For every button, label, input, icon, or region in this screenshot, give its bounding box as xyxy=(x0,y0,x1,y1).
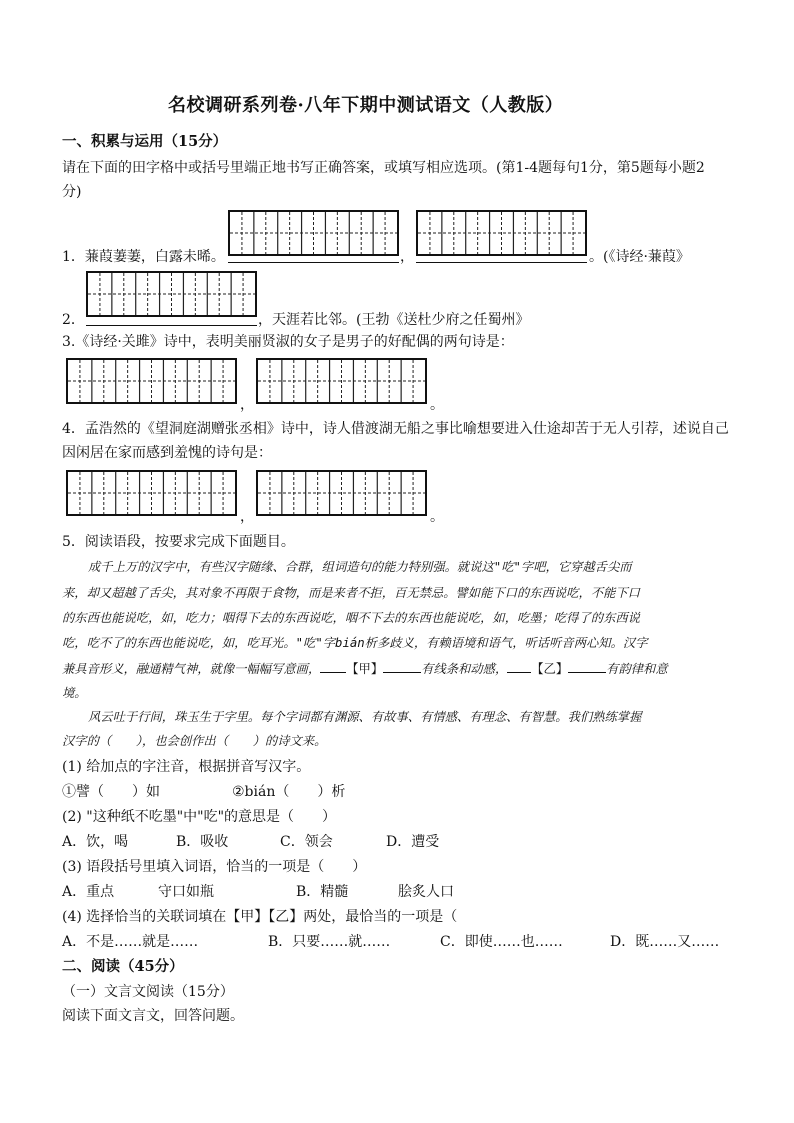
passage-line: 风云吐于行间，珠玉生于字里。每个字词都有渊源、有故事、有情感、有理念、有智慧。我们熟练掌握 xyxy=(88,710,642,724)
passage-line: 成千上万的汉字中，有些汉字随缘、合群，组词造句的能力特别强。就说这"吃"字吧，它穿越舌尖而 xyxy=(88,560,632,574)
sub-question-1: (1) 给加点的字注音，根据拼音写汉字。 xyxy=(62,759,311,775)
section-2-subheading: （一）文言文阅读（15分） xyxy=(62,984,234,1000)
option: B．只要……就…… xyxy=(268,934,391,950)
writing-grid[interactable] xyxy=(66,358,237,404)
writing-grid[interactable] xyxy=(256,470,427,516)
passage-text: 兼具音形义，融通精气神，就像一幅幅写意画， xyxy=(62,662,321,676)
passage-line: 吃，吃不了的东西也能说吃，如，吃耳光。"吃"字bián析多歧义，有赖语境和语气，听话听音两心知。汉字 xyxy=(62,636,648,650)
question-3: 3.《诗经·关雎》诗中，表明美丽贤淑的女子是男子的好配偶的两句诗是： xyxy=(62,334,514,350)
writing-grid[interactable] xyxy=(66,470,237,516)
answer-line xyxy=(86,311,257,326)
bracket-yi: 【乙】 xyxy=(531,662,569,676)
passage-text: 有线条和动感， xyxy=(421,662,508,676)
page-title: 名校调研系列卷·八年下期中测试语文（人教版） xyxy=(168,95,564,116)
passage-text: 有韵律和意 xyxy=(606,662,668,676)
grid-lines xyxy=(68,360,235,402)
option: C．领会 xyxy=(280,834,333,850)
blank xyxy=(320,658,346,673)
sub-question-1b: ②bián（ ）析 xyxy=(232,784,346,800)
question-1: 1．蒹葭萋萋，白露未晞。 xyxy=(62,249,225,265)
option: A．饮，喝 xyxy=(62,834,129,850)
passage-line xyxy=(62,658,668,679)
sub-question-1a: ①譬（ ）如 xyxy=(62,784,160,800)
option: A．重点 xyxy=(62,884,115,900)
passage-line: 汉字的（ ），也会创作出（ ）的诗文来。 xyxy=(62,734,327,748)
option: 守口如瓶 xyxy=(158,884,214,900)
sub-question-3: (3) 语段括号里填入词语，恰当的一项是（ ） xyxy=(62,859,367,875)
option: A．不是……就是…… xyxy=(62,934,199,950)
question-2-text: ，天涯若比邻。(王勃《送杜少府之任蜀州》 xyxy=(258,312,530,328)
sub-question-2: (2) "这种纸不吃墨"中"吃"的意思是（ ） xyxy=(62,809,337,825)
answer-line xyxy=(416,248,587,263)
question-4: 4．孟浩然的《望洞庭湖赠张丞相》诗中，诗人借渡湖无船之事比喻想要进入仕途却苦于无人引荐，述说自己 xyxy=(62,421,729,437)
question-1-source: 。(《诗经·蒹葭》 xyxy=(589,249,690,265)
period: 。 xyxy=(430,397,444,413)
question-4-cont: 因闲居在家而感到羞愧的诗句是： xyxy=(62,445,272,461)
option: B．精髓 xyxy=(296,884,349,900)
question-5: 5．阅读语段，按要求完成下面题目。 xyxy=(62,534,295,550)
option: D．既……又…… xyxy=(610,934,720,950)
comma: ， xyxy=(400,249,414,265)
grid-lines xyxy=(68,472,235,514)
passage-line: 来，却又超越了舌尖，其对象不再限于食物，而是来者不拒，百无禁忌。譬如能下口的东西说吃，不能下口 xyxy=(62,586,640,600)
blank xyxy=(507,658,531,673)
grid-lines xyxy=(258,360,425,402)
section-2-heading: 二、阅读（45分） xyxy=(62,958,184,975)
sub-question-4: (4) 选择恰当的关联词填在【甲】【乙】两处，最恰当的一项是（ xyxy=(62,909,458,925)
blank xyxy=(383,658,421,673)
comma: ， xyxy=(240,397,254,413)
grid-lines xyxy=(88,273,255,315)
section-1-instruction: 请在下面的田字格中或括号里端正地书写正确答案，或填写相应选项。(第1-4题每句1分，第5题每小题2 xyxy=(62,160,705,176)
passage-line: 境。 xyxy=(62,686,87,700)
passage-line: 的东西也能说吃，如，吃力；咽得下去的东西说吃，咽不下去的东西也能说吃，如，吃墨；吃得了的东西说 xyxy=(62,611,640,625)
comma: ， xyxy=(240,509,254,525)
question-2-number: 2． xyxy=(62,312,85,328)
grid-lines xyxy=(258,472,425,514)
writing-grid[interactable] xyxy=(256,358,427,404)
option: B．吸收 xyxy=(176,834,229,850)
option: C．即使……也…… xyxy=(440,934,563,950)
option: D．遭受 xyxy=(386,834,440,850)
option: 脍炙人口 xyxy=(398,884,454,900)
period: 。 xyxy=(430,509,444,525)
section-1-instruction-cont: 分) xyxy=(62,184,82,200)
blank xyxy=(568,658,606,673)
section-1-heading: 一、积累与运用（15分） xyxy=(62,133,228,150)
section-2-instruction: 阅读下面文言文，回答问题。 xyxy=(62,1008,244,1024)
bracket-jia: 【甲】 xyxy=(346,662,384,676)
answer-line xyxy=(228,248,399,263)
